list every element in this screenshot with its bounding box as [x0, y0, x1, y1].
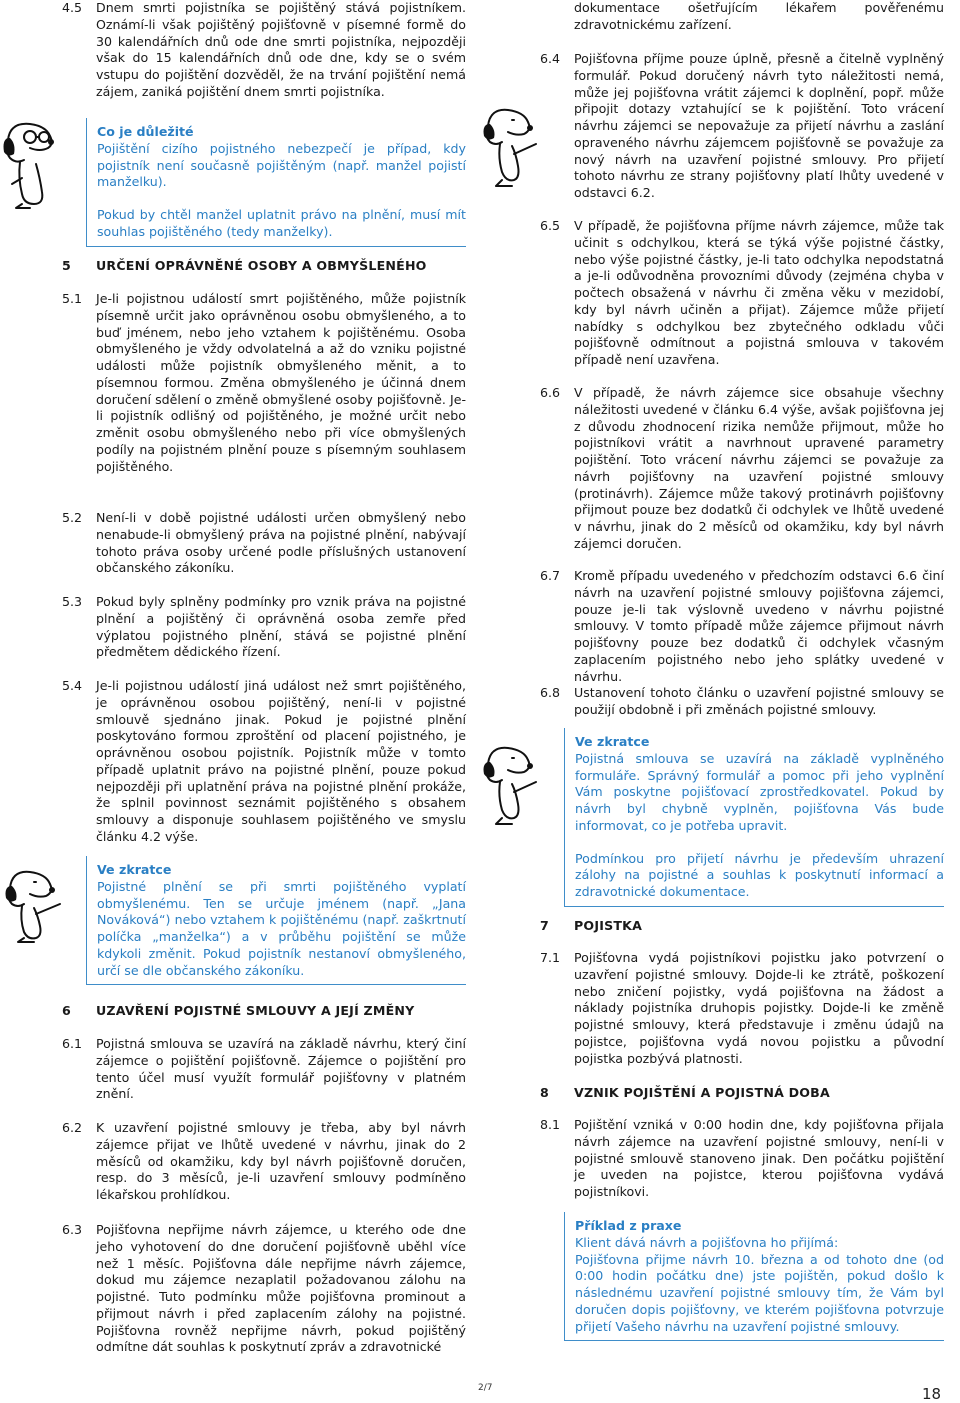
snoopy-pointing-icon [478, 100, 540, 190]
paragraph-text: Pojišťovna vydá pojistníkovi pojistku jako potvrzení o uzavření pojistné smlouvy. Dojde-li ke ztrátě, poškození nebo zničení pojistky, vydá pojišťovna na žádost a náklady pojistníka druhopis pojistky. Dojde-li ke změně pojistné smlouvy, která představuje i změnu údajů na pojistce, pojišťovna vydá novou pojistku a původní pojistka pozbývá platnosti. [574, 950, 944, 1066]
paragraph-text: Pojištění vzniká v 0:00 hodin dne, kdy pojišťovna přijala návrh zájemce na uzavření pojistné smlouvy, není-li v pojistné smlouvě stanoveno jinak. Den počátku pojištění je uveden na pojistce, kterou pojišťovna vydává pojistníkovi. [574, 1117, 944, 1199]
paragraph-number: 6.4 [540, 51, 561, 66]
paragraph-number: 6.7 [540, 568, 561, 583]
paragraph-text: Ustanovení tohoto článku o uzavření pojistné smlouvy se použijí obdobně i při změnách pojistné smlouvy. [574, 685, 944, 717]
paragraph-number: 5.1 [62, 291, 83, 306]
paragraph-text: V případě, že pojišťovna příjme návrh zájemce, může tak učinit s odchylkou, která se týká výše pojistné částky, nebo výše pojistné částky, je-li tato odchylka nepodstatná a je-li odůvodněna provozními důvody (zejména chyba v počtech obsažená v návrhu či změna věku v mezidobí, kdy byl návrh učiněn a přijat). Zájemce může přijetí nabídky s odchylkou bez zbytečného odkladu vůči pojišťovně odmítnout a pojistná smlouva v takovém případě není uzavřena. [574, 218, 944, 367]
info-box-important [86, 118, 466, 247]
paragraph-number: 7.1 [540, 950, 561, 965]
snoopy-glasses-icon [0, 118, 58, 210]
paragraph-number: 6.5 [540, 218, 561, 233]
page-indicator: 2/7 [478, 1383, 493, 1393]
paragraph-number: 6.6 [540, 385, 561, 400]
snoopy-pointing-icon [478, 738, 540, 828]
box-title: Ve zkratce [97, 862, 172, 877]
page-number: 18 [922, 1385, 942, 1403]
box-title: Ve zkratce [575, 734, 650, 749]
heading-text: POJISTKA [574, 918, 643, 933]
paragraph-text: Pojišťovna nepřijme návrh zájemce, u kterého ode dne jeho vyhotovení do dne doručení pojišťovně uběhl více než 1 měsíc. Pojišťovna dále nepřijme návrh zájemce, dokud mu zájemce nezaplatil požadovanou zálohu na pojistné. Tuto podmínku může pojišťovna prominout a přijmout návrh i před zaplacením zálohy na pojistné. Pojišťovna rovněž nepřijme návrh, pokud pojištěný odmítne dát souhlas k poskytnutí zpráv a zdravotnické [96, 1222, 466, 1355]
paragraph-number: 5.4 [62, 678, 83, 693]
paragraph-text: V případě, že návrh zájemce sice obsahuje všechny náležitosti uvedené v článku 6.4 výše, avšak pojišťovna jej z důvodu zhodnocení rizika nemůže přijmout, může ho pojistníkovi vrátit a navrhnout upravené parametry pojištění. Toto vrácení návrhu zájemci se považuje za návrh pojišťovny na uzavření pojistné smlouvy (protinávrh). Zájemce může takový protinávrh pojišťovny přijmout pouze bez dodatků či odchylek ve lhůtě uvedené v návrhu, jinak do 2 měsíců od okamžiku, kdy byl návrh zájemci doručen. [574, 385, 944, 551]
box-text: Pojistná smlouva se uzavírá na základě vyplněného formuláře. Správný formulář a pomoc při jeho vyplnění Vám poskytne pojišťovací zprostředkovatel. Pokud by návrh byl chybně vyplněn, pojišťovna Vás bude informovat, co je potřeba upravit. [575, 750, 944, 833]
paragraph-number: 6.3 [62, 1222, 83, 1237]
paragraph-text: Není-li v době pojistné události určen obmyšlený nebo nenabude-li obmyšlený práva na pojistné plnění, nabývají tohoto práva osoby určené podle příslušných ustanovení občanského zákoníku. [96, 510, 466, 576]
box-text: Klient dává návrh a pojišťovna ho přijímá: [575, 1234, 839, 1250]
paragraph-text: Pojistná smlouva se uzavírá na základě návrhu, který činí zájemce o pojištění pojišťovně. Zájemce o pojištění pro tento účel musí využít formulář pojišťovny v platném znění. [96, 1036, 466, 1102]
info-box-summary [86, 856, 466, 985]
heading-number: 7 [540, 918, 549, 933]
box-title: Co je důležité [97, 124, 194, 139]
paragraph-number: 6.8 [540, 685, 561, 700]
info-box-summary [564, 728, 944, 907]
paragraph-number: 5.2 [62, 510, 83, 525]
paragraph-text: Kromě případu uvedeného v předchozím odstavci 6.6 činí návrh na uzavření pojistné smlouvy pojišťovna zájemci, pouze je-li tak výslovně uvedeno v návrhu pojistné smlouvy. V tomto případě může zájemce přijmout návrh pojišťovny pouze bez dodatků či odchylek včasným zaplacením pojistného nebo jeho splátky uvedené v návrhu. [574, 568, 944, 684]
paragraph-number: 6.2 [62, 1120, 83, 1135]
heading-text: VZNIK POJIŠTĚNÍ A POJISTNÁ DOBA [574, 1085, 830, 1100]
heading-number: 6 [62, 1003, 71, 1018]
paragraph-text: Pokud byly splněny podmínky pro vznik práva na pojistné plnění a pojištěný či oprávněná osoba zemře před výplatou pojistného plnění, stává se pojistné plnění předmětem dědického řízení. [96, 594, 466, 660]
box-text: Pojištění cizího pojistného nebezpečí je případ, kdy pojistník není současně pojištěným (např. manžel pojistí manželku). [97, 140, 466, 190]
heading-number: 8 [540, 1085, 549, 1100]
box-text: Pojišťovna přijme návrh 10. března a od tohoto dne (od 0:00 hodin počátku dne) jste pojištěn, pokud došlo k následnému uzavření pojistné smlouvy tím, že Vám byl doručen dopis pojišťovny, ve kterém pojišťovna potvrzuje přijetí Vašeho návrhu na uzavření pojistné smlouvy. [575, 1251, 944, 1334]
box-text: Pokud by chtěl manžel uplatnit právo na plnění, musí mít souhlas pojištěného (tedy manželky). [97, 207, 466, 239]
paragraph-text: Je-li pojistnou událostí smrt pojištěného, může pojistník písemně určit jako oprávněnou osobu obmyšleného, a to buď jménem, nebo jeho vztahem k pojištěnému. Osoba obmyšleného je vždy odvolatelná a až do vzniku pojistné události může pojistník obmyšleného měnit, a to písemnou formou. Změna obmyšleného je účinná dnem doručení sdělení o změně obmyšlené osoby pojišťovně. Je-li pojistník odlišný od pojištěného, je možné určit nebo změnit osobu obmyšleného nebo při více obmyšlených podíly na pojistném plnění pouze s písemným souhlasem pojištěného. [96, 291, 466, 474]
box-title: Příklad z praxe [575, 1218, 682, 1233]
paragraph-text: Dnem smrti pojistníka se pojištěný stává pojistníkem. Oznámí-li však pojištěný pojišťovně v písemné formě do 30 kalendářních dnů ode dne smrti pojistníka, nejpozději však do 15 kalendářních dnů ode dne, kdy se o svém vstupu do pojištění dozvěděl, že na trvání pojištění nemá zájem, zaniká pojištění dnem smrti pojistníka. [96, 0, 466, 99]
paragraph-number: 4.5 [62, 0, 83, 15]
paragraph-text: Pojišťovna příjme pouze úplně, přesně a čitelně vyplněný formulář. Pokud doručený návrh tyto náležitosti nemá, může jej pojišťovna vrátit zájemci k doplnění, popř. může připojit dotazy vztahující se k pojištění. Toto vrácení návrhu zájemci se nepovažuje za přijetí návrhu a zaslání opraveného návrhu zájemcem pojišťovně se považuje za nový návrh na uzavření pojistné smlouvy. Pro přijetí tohoto návrhu ze strany pojišťovny platí lhůty uvedené v odstavci 6.2. [574, 51, 944, 200]
paragraph-number: 8.1 [540, 1117, 561, 1132]
snoopy-pointing-icon [0, 864, 62, 944]
box-text: Podmínkou pro přijetí návrhu je především uhrazení zálohy na pojistné a souhlas k poskytnutí informací a zdravotnické dokumentace. [575, 850, 944, 899]
paragraph-number: 6.1 [62, 1036, 83, 1051]
box-text: Pojistné plnění se při smrti pojištěného vyplatí obmyšlenému. Ten se určuje jménem (např. „Jana Nováková“) nebo vztahem k pojištěnému (např. zaškrtnutí políčka „manželka“) a v průběhu pojištění se může kdykoli změnit. Pokud pojistník nestanoví obmyšleného, určí se dle občanského zákoníku. [97, 878, 466, 978]
paragraph-number: 5.3 [62, 594, 83, 609]
heading-text: URČENÍ OPRÁVNĚNÉ OSOBY A OBMYŠLENÉHO [96, 258, 427, 273]
paragraph-text: dokumentace ošetřujícím lékařem pověřenému zdravotnickému zařízení. [574, 0, 944, 32]
heading-text: UZAVŘENÍ POJISTNÉ SMLOUVY A JEJÍ ZMĚNY [96, 1003, 415, 1018]
info-box-example [564, 1212, 944, 1341]
heading-number: 5 [62, 258, 71, 273]
paragraph-text: Je-li pojistnou událostí jiná událost než smrt pojištěného, je oprávněnou osobou pojištěný, není-li v pojistné smlouvě sjednáno jinak. Pokud je pojistné plnění poskytováno formou zproštění od placení pojistného, je oprávněnou osobou pojistník. Pojistník může v tomto případě uplatnit právo na pojistné plnění, pouze pokud nejpozději při uplatnění práva na pojistné plnění prokáže, že splnil povinnost seznámit pojištěného s obsahem smlouvy a disponuje souhlasem pojištěného ve smyslu článku 4.2 výše. [96, 678, 466, 844]
paragraph-text: K uzavření pojistné smlouvy je třeba, aby byl návrh zájemce přijat ve lhůtě uvedené v návrhu, jinak do 2 měsíců od okamžiku, kdy byl návrh pojišťovně doručen, resp. do 3 měsíců, je-li uzavření smlouvy podmíněno lékařskou prohlídkou. [96, 1120, 466, 1202]
